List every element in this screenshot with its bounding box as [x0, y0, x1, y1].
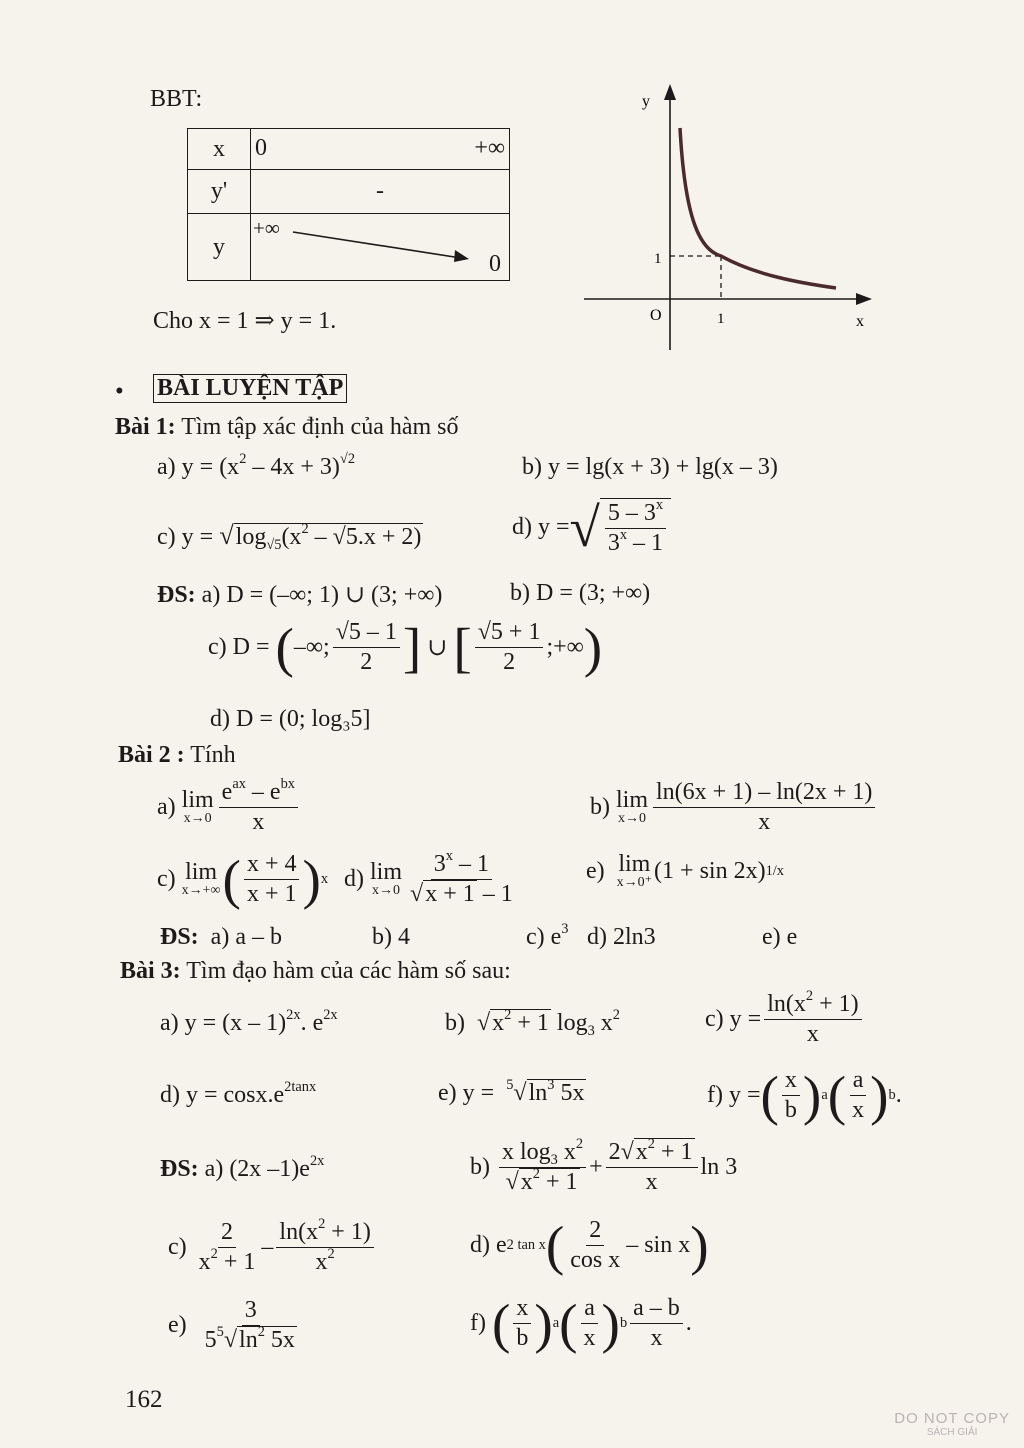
bai2-ds-a: a) a – b	[210, 924, 282, 950]
bai3-ds-a-text: a) (2x –1)e	[204, 1156, 310, 1182]
row-x-values	[251, 129, 510, 170]
section-bullet: •	[115, 378, 124, 405]
bai2-a: a) lim x→0 $\frac{e^{ax} - e^{bx}}{x}$	[157, 778, 301, 837]
bai2-heading-line	[118, 742, 236, 769]
decrease-arrow-icon	[291, 228, 481, 268]
bai2-ds-e: e) e	[762, 924, 798, 950]
bai3-c: c) y = $\frac{\ln(x^2 + 1)}{x}$	[705, 990, 865, 1049]
variation-table	[187, 128, 510, 281]
section-title: BÀI LUYỆN TẬP	[153, 374, 347, 403]
bai2-e: e) lim x→0⁺ (1 + sin 2x) 1/x	[586, 851, 784, 890]
function-graph	[580, 80, 880, 360]
bai3-f: f) y = ( $\frac{x}{b}$ ) a ( $\frac{a}{x}$ ) b .	[707, 1064, 902, 1126]
bai3-ds-label: ĐS:	[160, 1156, 199, 1182]
curve	[680, 128, 836, 288]
bai3-d: d) $y = \cos x.e^{2tanx}$	[160, 1079, 317, 1108]
bai1-ds-d: d) D = (0; log₃5]	[210, 706, 371, 732]
bai3-ds-b: b) $\frac{x \log_3 x^2}{√x^2 + 1}$ + $\frac{2√x^2 + 1}{x}$ ln 3	[470, 1136, 738, 1195]
bai2-heading: Bài 2 :	[118, 742, 185, 768]
bai3-ds-a: ĐS: a) (2x $-1)e^{2x}$	[160, 1153, 325, 1182]
bai2-ds-row	[160, 924, 282, 951]
bai1-heading-line	[115, 414, 459, 441]
bai2-c: c) lim x→+∞ ( $\frac{x + 4}{x + 1}$ ) x	[157, 848, 329, 910]
watermark-top: DO NOT COPY	[894, 1410, 1010, 1427]
bai2-ds-label: ĐS:	[160, 924, 199, 950]
bai1-a-label: a) y =	[157, 454, 220, 480]
bai2-text: Tính	[190, 742, 236, 768]
bai1-ds-a: a) D = (–∞; 1) ∪ (3; +∞)	[201, 582, 443, 608]
bai1-c-label: c) y =	[157, 524, 220, 550]
graph-tick-y: 1	[654, 251, 662, 267]
bai3-text: Tìm đạo hàm của các hàm số sau:	[186, 958, 511, 984]
bai3-heading-line	[120, 958, 511, 985]
bai2-ds-b: b) 4	[372, 924, 410, 950]
graph-origin: O	[650, 307, 662, 324]
bai1-ds-label: ĐS:	[157, 582, 196, 608]
bai2-b: b) lim x→0 $\frac{\ln(6x + 1) - \ln(2x + 1)}{x}$	[590, 778, 878, 837]
graph-tick-x: 1	[717, 311, 725, 327]
row-yprime-sign: -	[251, 170, 510, 214]
bai2-d: d) lim x→0 $\frac{3^x - 1}{√x + 1 - 1}$	[344, 848, 513, 907]
bai3-b: b) $√x^2 + 1$ $\log_3 x^2$	[445, 1007, 620, 1040]
bai1-d: d) y = √ $\frac{5 - 3^x}{3^x - 1}$	[512, 498, 671, 558]
bai1-heading: Bài 1:	[115, 414, 176, 440]
bai1-ds-c-label: c) D =	[208, 633, 270, 660]
bai2-ds-c-text: c) e	[526, 924, 562, 950]
bai3-ds-c: c) $\frac{2}{x^2 + 1}$ – $\frac{\ln(x^2 + 1)}{x^2}$	[168, 1218, 377, 1277]
row-y-values	[251, 214, 510, 281]
bai2-ds-d: d) 2ln3	[587, 924, 656, 950]
bai3-ds-e: e) $\frac{3}{5^5√\ln^2 5x}$	[168, 1297, 295, 1353]
y-bottom: 0	[489, 251, 501, 277]
row-y-head: y	[188, 214, 251, 281]
x-left: 0	[255, 135, 267, 161]
bai1-ds-b: b) D = (3; +∞)	[510, 580, 651, 606]
bai1-a: a) $y = (x^2 - 4x + 3)^{√2}$	[157, 451, 356, 480]
y-top: +∞	[253, 216, 280, 240]
watermark-bottom: SÁCH GIẢI	[926, 1427, 978, 1438]
bai1-text: Tìm tập xác định của hàm số	[181, 414, 459, 440]
row-x-head: x	[188, 129, 251, 170]
watermark-logo	[894, 1410, 1010, 1438]
bai3-e: e) $y = ^5√\ln^3$ 5x	[438, 1077, 585, 1106]
bai1-ds-c: c) D = ( –∞; $\frac{√5 - 1}{2}$ ] ∪ [ $\frac{√5 + 1}{2}$ ;+∞ )	[208, 616, 603, 678]
bai3-heading: Bài 3:	[120, 958, 181, 984]
row-yprime-head: y'	[188, 170, 251, 214]
graph-x-label: x	[856, 313, 864, 330]
bai3-a: a) y = (x – 1)$^{2x}$. $e^{2x}$	[160, 1007, 338, 1036]
bai1-b: b) y = lg(x + 3) + lg(x – 3)	[522, 454, 778, 480]
x-right: +∞	[474, 135, 505, 161]
bai1-ds-ab	[157, 580, 442, 609]
bbt-label: BBT:	[150, 86, 203, 112]
bai2-ds-c: c) $e^3$	[526, 921, 569, 950]
bai1-c: c) $y = √\log_{√5}(x^2 - √5.x + 2)$	[157, 520, 422, 554]
bai3-ds-f: f) ( $\frac{x}{b}$ ) a ( $\frac{a}{x}$ ) b $\frac{a - b}{x}$ .	[470, 1292, 692, 1354]
bai1-d-label: d) y =	[512, 514, 570, 541]
graph-y-label: y	[642, 93, 650, 110]
x-axis-arrow-icon	[856, 293, 872, 305]
bai3-ds-d: d) e 2 tan x ( $\frac{2}{\text{cos x}}$ – sin x )	[470, 1214, 709, 1276]
y-axis-arrow-icon	[664, 84, 676, 100]
page-number: 162	[125, 1386, 163, 1413]
bbt-note: Cho x = 1 ⇒ y = 1.	[153, 308, 337, 334]
